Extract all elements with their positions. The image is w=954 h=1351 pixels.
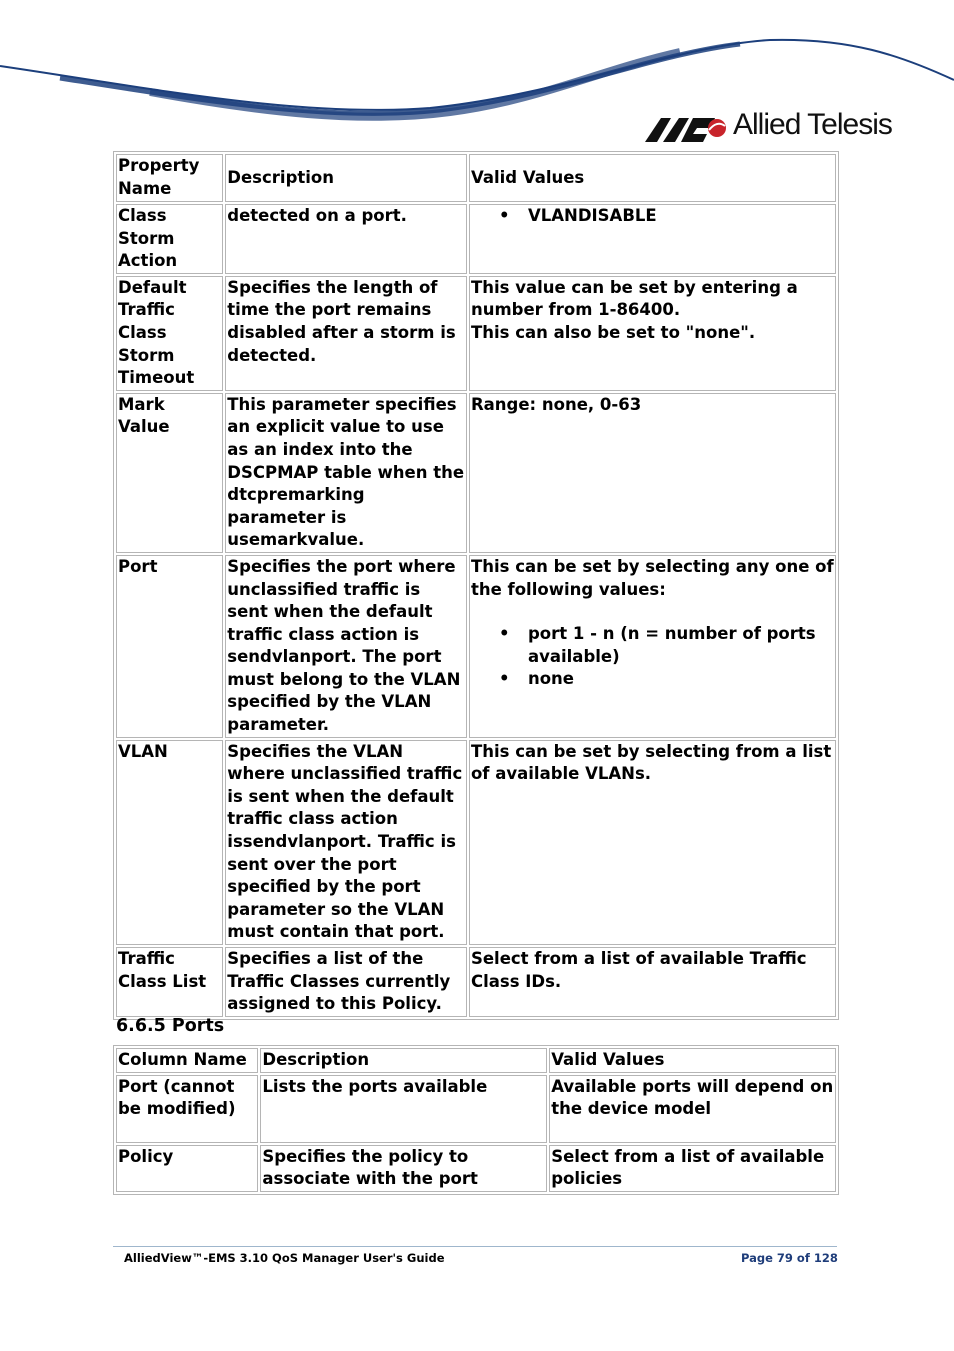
table-header-row xyxy=(116,1048,836,1073)
logo-mark-icon xyxy=(645,114,727,144)
column-name-cell: Policy xyxy=(116,1145,258,1192)
values-line: This can also be set to "none". xyxy=(470,322,756,342)
valid-values-cell: Available ports will depend on the device model xyxy=(549,1075,836,1143)
description-text: table when the dtcpremarking parameter is usemarkvalue. xyxy=(227,462,465,550)
description-cell: Specifies the VLAN where unclassified traffic is sent when the default traffic class action issendvlanport. Traffic is sent over the port specified by the port parameter so the VLAN must contain that port. xyxy=(225,740,467,945)
description-cell: Specifies the policy to associate with the port xyxy=(260,1145,547,1192)
table-row xyxy=(116,1075,836,1143)
valid-values-cell xyxy=(469,555,836,738)
table-header-row xyxy=(116,154,836,202)
description-cell: Specifies the length of time the port remains disabled after a storm is detected. xyxy=(225,276,467,391)
header-cell: Valid Values xyxy=(469,154,836,202)
table-row xyxy=(116,393,836,553)
description-keyword: DSCPMAP xyxy=(227,462,319,482)
header-cell: Column Name xyxy=(116,1048,258,1073)
header-cell: Description xyxy=(225,154,467,202)
values-list xyxy=(471,205,834,228)
ports-table xyxy=(113,1045,839,1195)
column-name-cell: Port (cannot be modified) xyxy=(116,1075,258,1143)
description-cell xyxy=(225,393,467,553)
values-line: This value can be set by entering a number from 1-86400. xyxy=(470,277,798,320)
valid-values-cell: Select from a list of available Traffic Class IDs. xyxy=(469,947,836,1017)
valid-values-cell: This can be set by selecting from a list of available VLANs. xyxy=(469,740,836,945)
list-item: • none xyxy=(528,668,834,691)
values-list xyxy=(471,623,834,691)
footer-document-title: AlliedView™-EMS 3.10 QoS Manager User's Guide xyxy=(124,1251,445,1265)
valid-values-cell: Range: none, 0-63 xyxy=(469,393,836,553)
description-text: This parameter specifies an explicit value to use as an index into the xyxy=(227,394,457,459)
valid-values-cell xyxy=(469,276,836,391)
valid-values-cell xyxy=(469,204,836,274)
property-name-cell: Class Storm Action xyxy=(116,204,223,274)
property-name-cell: VLAN xyxy=(116,740,223,945)
list-item: • port 1 - n (n = number of ports available) xyxy=(528,623,834,668)
logo-text: Allied Telesis xyxy=(733,108,892,141)
section-title: 6.6.5 Ports xyxy=(116,1016,225,1036)
description-cell: detected on a port. xyxy=(225,204,467,274)
table-row xyxy=(116,740,836,945)
table-row xyxy=(116,555,836,738)
properties-table xyxy=(113,151,839,1020)
header-cell: Description xyxy=(260,1048,547,1073)
description-cell: Lists the ports available xyxy=(260,1075,547,1143)
property-name-cell: Traffic Class List xyxy=(116,947,223,1017)
table-row xyxy=(116,1145,836,1192)
brand-logo xyxy=(645,108,905,148)
table-row xyxy=(116,947,836,1017)
header-cell: Property Name xyxy=(116,154,223,202)
values-intro: This can be set by selecting any one of the following values: xyxy=(470,556,834,599)
description-cell: Specifies a list of the Traffic Classes currently assigned to this Policy. xyxy=(225,947,467,1017)
property-name-cell: Mark Value xyxy=(116,393,223,553)
footer-page-number: Page 79 of 128 xyxy=(741,1251,838,1265)
footer-divider xyxy=(113,1246,837,1247)
header-cell: Valid Values xyxy=(549,1048,836,1073)
list-item: • VLANDISABLE xyxy=(528,205,834,228)
valid-values-cell: Select from a list of available policies xyxy=(549,1145,836,1192)
table-row xyxy=(116,276,836,391)
description-cell: Specifies the port where unclassified traffic is sent when the default traffic class action is sendvlanport. The port must belong to the VLAN specified by the VLAN parameter. xyxy=(225,555,467,738)
table-row xyxy=(116,204,836,274)
property-name-cell: Default Traffic Class Storm Timeout xyxy=(116,276,223,391)
property-name-cell: Port xyxy=(116,555,223,738)
